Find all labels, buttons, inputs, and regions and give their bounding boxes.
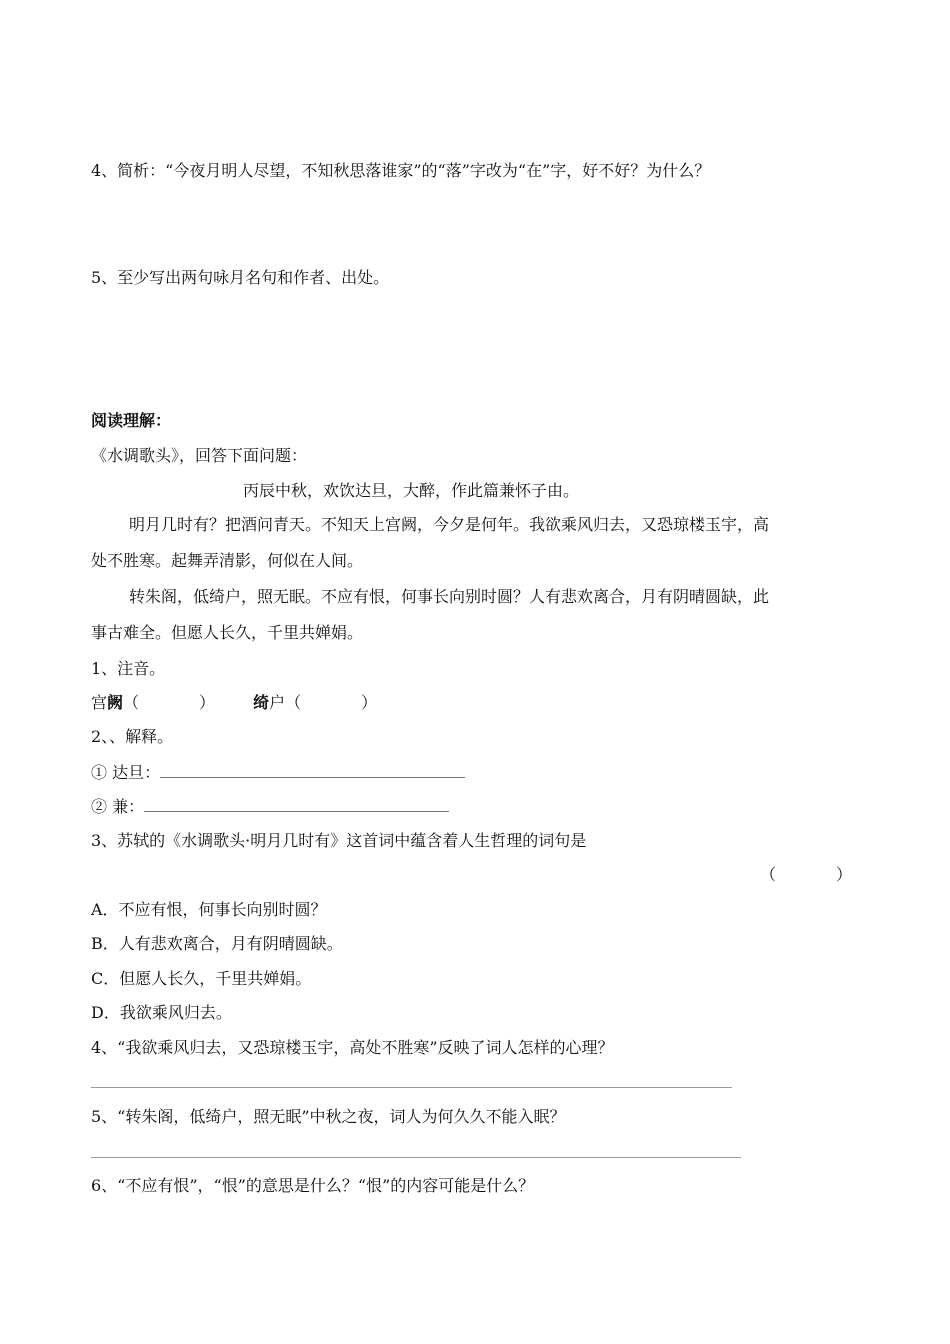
q1-item2-paren-close: ） xyxy=(361,693,378,712)
question-2-item-2 xyxy=(91,796,449,818)
question-3-option-b: B．人有悲欢离合，月有阴晴圆缺。 xyxy=(91,934,343,953)
poem-paragraph-2-line-2: 事古难全。但愿人长久，千里共婵娟。 xyxy=(91,623,364,642)
question-6: 6、“不应有恨”，“恨”的意思是什么？“恨”的内容可能是什么？ xyxy=(91,1176,535,1195)
question-1-stem: 1、注音。 xyxy=(91,659,166,678)
question-5-top: 5、至少写出两句咏月名句和作者、出处。 xyxy=(91,268,390,287)
q1-item1-prefix: 宫 xyxy=(91,693,108,712)
q1-item2-paren-open: （ xyxy=(285,693,302,712)
question-3-option-a: A．不应有恨，何事长向别时圆？ xyxy=(91,900,327,919)
poem-preface: 丙辰中秋，欢饮达旦，大醉，作此篇兼怀子由。 xyxy=(243,481,580,500)
question-4: 4、“我欲乘风归去，又恐琼楼玉宇，高处不胜寒”反映了词人怎样的心理？ xyxy=(91,1038,614,1057)
question-2-item-1 xyxy=(91,762,465,784)
question-1-items xyxy=(91,692,377,714)
question-3-option-c: C．但愿人长久，千里共婵娟。 xyxy=(91,969,312,988)
q1-item2-char: 绮 xyxy=(253,693,270,712)
poem-paragraph-1-line-1: 明月几时有？把酒问青天。不知天上宫阙，今夕是何年。我欲乘风归去，又恐琼楼玉宇，高 xyxy=(129,515,770,534)
question-4-answer-line[interactable] xyxy=(91,1087,732,1088)
q3-paren-close: ） xyxy=(836,865,853,884)
q2-item1-answer-line[interactable] xyxy=(160,763,465,778)
question-3-option-d: D．我欲乘风归去。 xyxy=(91,1003,232,1022)
question-3-stem: 3、苏轼的《水调歌头·明月几时有》这首词中蕴含着人生哲理的词句是 xyxy=(91,831,587,850)
q1-item2-suffix: 户 xyxy=(269,693,286,712)
q1-item1-paren-open: （ xyxy=(123,693,140,712)
poem-paragraph-2-line-1: 转朱阁，低绮户，照无眠。不应有恨，何事长向别时圆？人有悲欢离合，月有阴晴圆缺，此 xyxy=(129,587,770,606)
question-2-stem: 2、、解释。 xyxy=(91,727,174,746)
q2-item2-label: ② 兼： xyxy=(91,797,145,816)
q1-item1-char: 阙 xyxy=(107,693,124,712)
question-5-answer-line[interactable] xyxy=(91,1157,741,1158)
question-4-top: 4、简析：“今夜月明人尽望，不知秋思落谁家”的“落”字改为“在”字，好不好？为什么？ xyxy=(91,161,711,180)
section-title: 阅读理解： xyxy=(91,411,172,430)
q2-item1-label: ① 达旦： xyxy=(91,763,161,782)
question-5: 5、“转朱阁，低绮户，照无眠”中秋之夜，词人为何久久不能入眠？ xyxy=(91,1107,566,1126)
poem-paragraph-1-line-2: 处不胜寒。起舞弄清影，何似在人间。 xyxy=(91,551,364,570)
q1-item1-paren-close: ） xyxy=(199,693,216,712)
q2-item2-answer-line[interactable] xyxy=(144,797,449,812)
question-3-answer-parens xyxy=(760,864,852,886)
reading-intro: 《水调歌头》，回答下面问题： xyxy=(91,446,308,465)
q3-paren-open: （ xyxy=(760,865,777,884)
